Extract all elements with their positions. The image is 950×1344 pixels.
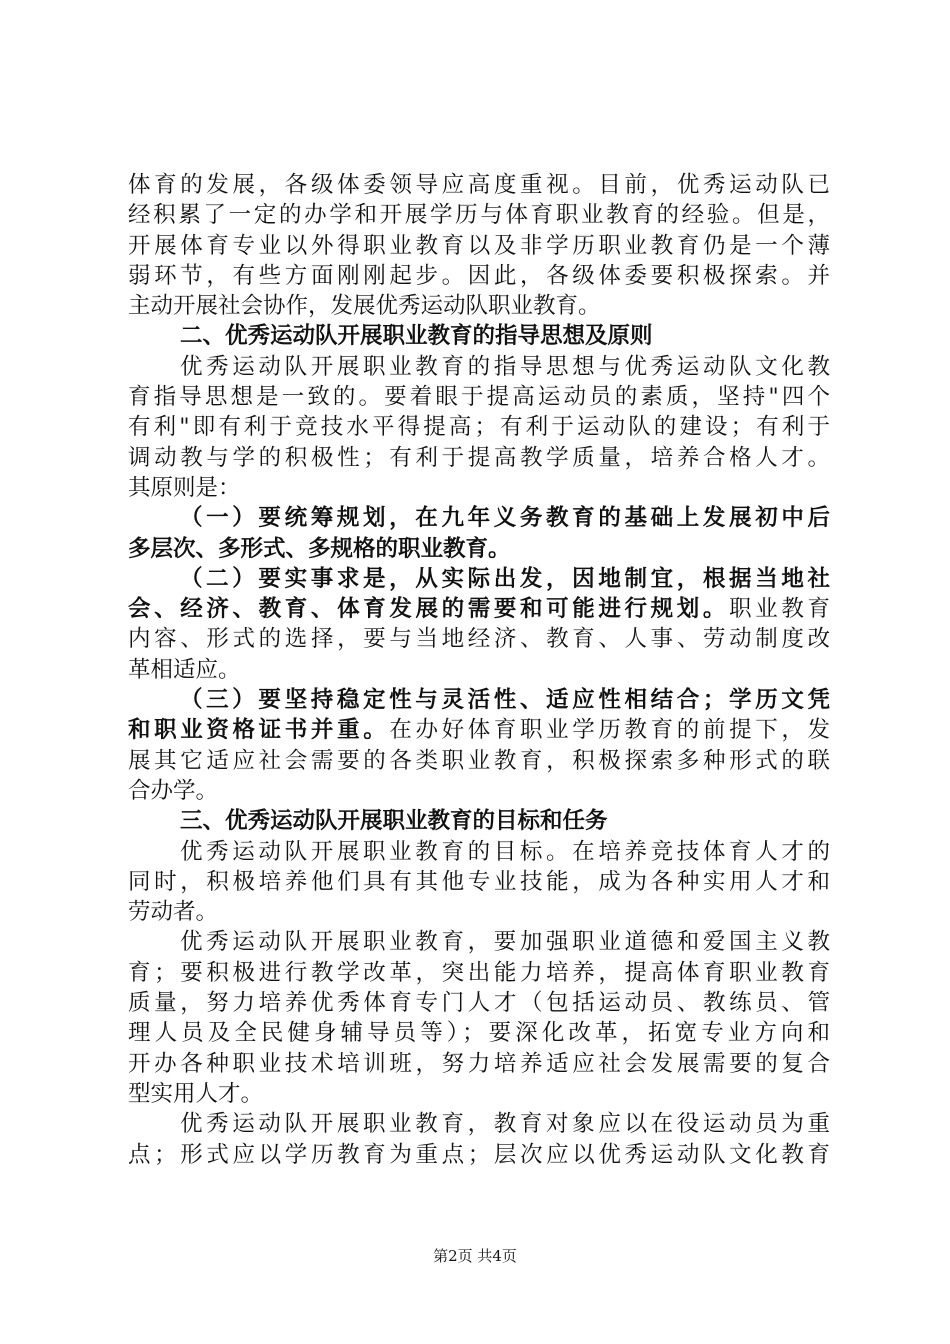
principle-line	[128, 594, 830, 624]
principle-line	[128, 715, 830, 745]
text-line: 点；形式应以学历教育为重点；层次应以优秀运动队文化教育	[128, 1141, 830, 1168]
text-line: 优秀运动队开展职业教育的目标。在培养竞技体育人才的	[180, 838, 830, 865]
text-line: 质量，努力培养优秀体育专门人才（包括运动员、教练员、管	[128, 990, 830, 1017]
section-heading: 二、优秀运动队开展职业教育的指导思想及原则	[180, 323, 653, 350]
principle-line: （一）要统筹规划，在九年义务教育的基础上发展初中后	[180, 505, 830, 532]
text-line: 内容、形式的选择，要与当地经济、教育、人事、劳动制度改	[128, 626, 830, 653]
text-line: 展其它适应社会需要的各类职业教育，积极探索多种形式的联	[128, 747, 830, 774]
text-line: 理人员及全民健身辅导员等）；要深化改革，拓宽专业方向和	[128, 1020, 830, 1047]
text-line: 同时，积极培养他们具有其他专业技能，成为各种实用人才和	[128, 868, 830, 895]
text-line: 开展体育专业以外得职业教育以及非学历职业教育仍是一个薄	[128, 232, 830, 259]
principle-bold-text: 会、经济、教育、体育发展的需要和可能进行规划。	[128, 596, 730, 623]
text-line: 弱环节，有些方面刚刚起步。因此，各级体委要积极探索。并	[128, 262, 830, 289]
document-body	[128, 170, 830, 1170]
principle-rest-text: 职业教育	[729, 596, 830, 623]
text-line: 型实用人才。	[128, 1080, 264, 1107]
text-line: 主动开展社会协作，发展优秀运动队职业教育。	[128, 293, 601, 320]
text-line: 其原则是：	[128, 474, 241, 501]
text-line: 体育的发展，各级体委领导应高度重视。目前，优秀运动队已	[128, 172, 830, 198]
text-line: 革相适应。	[128, 656, 241, 683]
text-line: 优秀运动队开展职业教育的指导思想与优秀运动队文化教	[180, 353, 830, 380]
principle-line: （二）要实事求是，从实际出发，因地制宜，根据当地社	[180, 565, 830, 592]
text-line: 育指导思想是一致的。要着眼于提高运动员的素质，坚持"四个	[128, 384, 830, 411]
text-line: 有利"即有利于竞技水平得提高；有利于运动队的建设；有利于	[128, 414, 830, 441]
text-line: 调动教与学的积极性；有利于提高教学质量，培养合格人才。	[128, 444, 830, 471]
text-line: 经积累了一定的办学和开展学历与体育职业教育的经验。但是，	[128, 202, 830, 229]
principle-line: （三）要坚持稳定性与灵活性、适应性相结合；学历文凭	[180, 687, 830, 714]
section-heading: 三、优秀运动队开展职业教育的目标和任务	[180, 808, 608, 835]
text-line: 开办各种职业技术培训班，努力培养适应社会发展需要的复合	[128, 1050, 830, 1077]
text-line: 育；要积极进行教学改革，突出能力培养，提高体育职业教育	[128, 959, 830, 986]
principle-line: 多层次、多形式、多规格的职业教育。	[128, 535, 511, 562]
page-number-footer: 第2页 共4页	[433, 1247, 517, 1265]
text-line: 优秀运动队开展职业教育，要加强职业道德和爱国主义教	[180, 929, 830, 956]
principle-bold-text: 和职业资格证书并重。	[128, 717, 390, 744]
text-line: 劳动者。	[128, 899, 219, 926]
text-line: 优秀运动队开展职业教育，教育对象应以在役运动员为重	[180, 1111, 830, 1138]
principle-rest-text: 在办好体育职业学历教育的前提下，发	[389, 717, 830, 744]
text-line: 合办学。	[128, 777, 219, 804]
